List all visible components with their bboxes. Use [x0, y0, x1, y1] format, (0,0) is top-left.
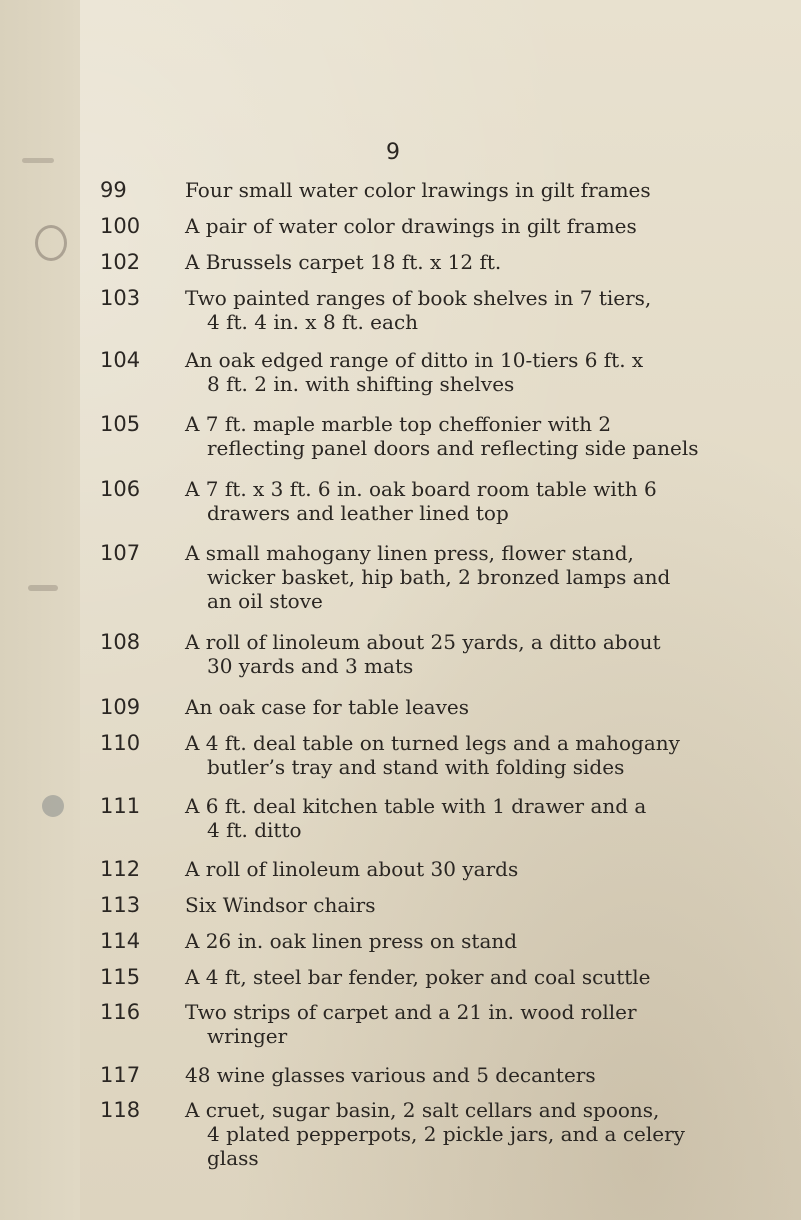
lot-number: 107	[100, 541, 141, 565]
description-line: A pair of water color drawings in gilt frames	[185, 214, 637, 238]
description-line: A 26 in. oak linen press on stand	[185, 929, 518, 953]
description-line: A 7 ft. maple marble top cheffonier with 2	[185, 412, 612, 436]
lot-number: 112	[100, 857, 141, 881]
description-line: reflecting panel doors and reflecting side panels	[207, 436, 699, 460]
lot-number: 113	[100, 893, 141, 917]
description-line: An oak edged range of ditto in 10-tiers 6 ft. x	[185, 348, 644, 372]
lot-number: 116	[100, 1000, 141, 1024]
lot-number: 100	[100, 214, 141, 238]
description-line: glass	[207, 1146, 259, 1170]
lot-number: 115	[100, 965, 141, 989]
lot-number: 117	[100, 1063, 141, 1087]
lot-description	[185, 250, 797, 274]
description-line: 8 ft. 2 in. with shifting shelves	[207, 372, 515, 396]
lot-description	[185, 630, 797, 678]
lot-description	[185, 929, 797, 953]
description-line: 4 ft. 4 in. x 8 ft. each	[207, 310, 419, 334]
description-line: 30 yards and 3 mats	[207, 654, 414, 678]
lot-number: 106	[100, 477, 141, 501]
description-line: Six Windsor chairs	[185, 893, 376, 917]
description-line: Two painted ranges of book shelves in 7 tiers,	[185, 286, 652, 310]
description-line: Two strips of carpet and a 21 in. wood roller	[185, 1000, 637, 1024]
lot-description	[185, 477, 797, 525]
lot-number: 102	[100, 250, 141, 274]
lot-description	[185, 348, 797, 396]
lot-number: 118	[100, 1098, 141, 1122]
description-line: wringer	[207, 1024, 288, 1048]
page-number: 9	[386, 140, 400, 165]
description-line: an oil stove	[207, 589, 323, 613]
lot-number: 103	[100, 286, 141, 310]
lot-number: 99	[100, 178, 127, 202]
lot-description	[185, 965, 797, 989]
description-line: A 6 ft. deal kitchen table with 1 drawer and a	[185, 794, 647, 818]
lot-number: 110	[100, 731, 141, 755]
lot-number: 114	[100, 929, 141, 953]
lot-description	[185, 286, 797, 334]
lot-description	[185, 1063, 797, 1087]
description-line: butler’s tray and stand with folding sides	[207, 755, 625, 779]
lot-description	[185, 857, 797, 881]
description-line: Four small water color lrawings in gilt frames	[185, 178, 651, 202]
lot-number: 109	[100, 695, 141, 719]
description-line: wicker basket, hip bath, 2 bronzed lamps and	[207, 565, 671, 589]
ink-stain-mark	[22, 158, 54, 163]
ink-stain-mark	[42, 795, 64, 817]
lot-description	[185, 893, 797, 917]
lot-description	[185, 214, 797, 238]
lot-number: 108	[100, 630, 141, 654]
description-line: A cruet, sugar basin, 2 salt cellars and spoons,	[185, 1098, 660, 1122]
description-line: drawers and leather lined top	[207, 501, 509, 525]
description-line: 4 ft. ditto	[207, 818, 302, 842]
lot-description	[185, 541, 797, 613]
lot-description	[185, 1098, 797, 1170]
lot-number: 111	[100, 794, 141, 818]
description-line: 48 wine glasses various and 5 decanters	[185, 1063, 596, 1087]
description-line: A small mahogany linen press, flower stand,	[185, 541, 634, 565]
lot-description	[185, 695, 797, 719]
description-line: An oak case for table leaves	[185, 695, 469, 719]
lot-description	[185, 178, 797, 202]
description-line: A 7 ft. x 3 ft. 6 in. oak board room table with 6	[185, 477, 657, 501]
lot-number: 104	[100, 348, 141, 372]
left-margin	[0, 0, 80, 1220]
description-line: 4 plated pepperpots, 2 pickle jars, and a celery	[207, 1122, 685, 1146]
description-line: A roll of linoleum about 30 yards	[185, 857, 519, 881]
ink-stain-mark	[35, 225, 67, 261]
lot-number: 105	[100, 412, 141, 436]
lot-description	[185, 412, 797, 460]
description-line: A 4 ft, steel bar fender, poker and coal scuttle	[185, 965, 651, 989]
ink-stain-mark	[28, 585, 58, 591]
lot-description	[185, 1000, 797, 1048]
lot-description	[185, 731, 797, 779]
description-line: A 4 ft. deal table on turned legs and a mahogany	[185, 731, 680, 755]
description-line: A Brussels carpet 18 ft. x 12 ft.	[185, 250, 502, 274]
lot-description	[185, 794, 797, 842]
description-line: A roll of linoleum about 25 yards, a ditto about	[185, 630, 661, 654]
